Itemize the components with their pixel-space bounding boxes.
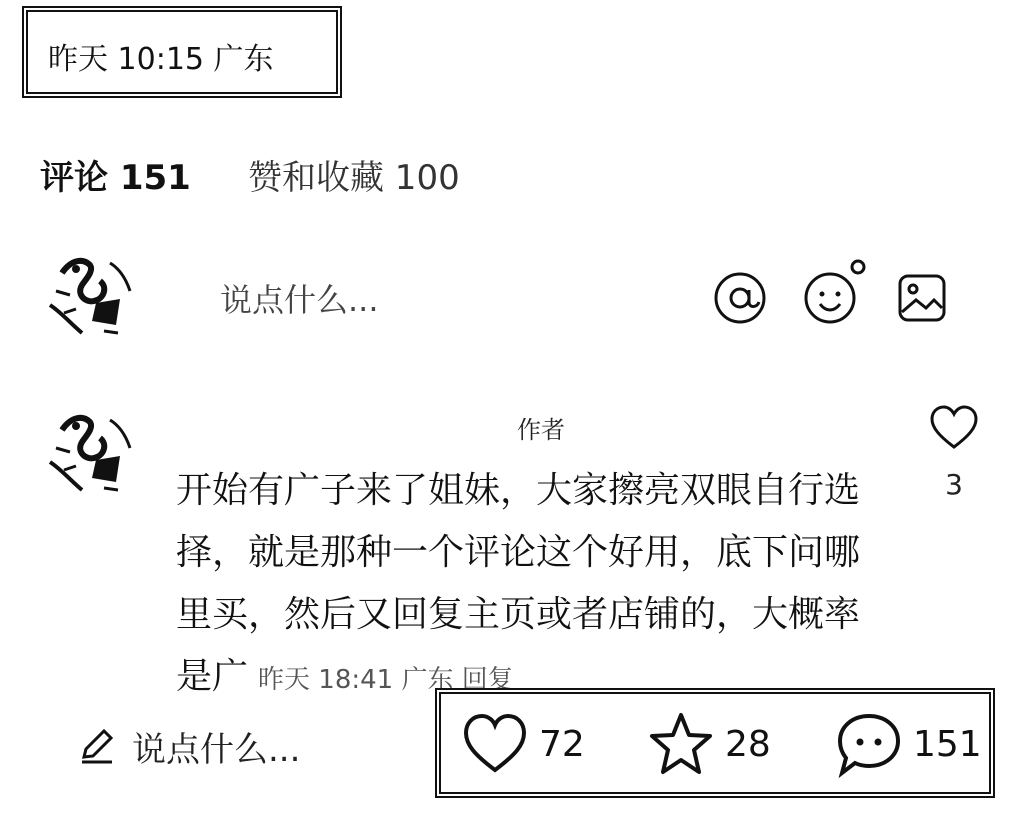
my-avatar[interactable] bbox=[42, 243, 142, 343]
comment-meta[interactable]: 昨天 18:41 广东 回复 bbox=[258, 665, 514, 695]
collect-count: 28 bbox=[725, 723, 771, 765]
speech-bubble-icon bbox=[835, 710, 903, 778]
heart-icon bbox=[461, 710, 529, 778]
comment-author-avatar[interactable] bbox=[42, 400, 142, 500]
star-icon bbox=[647, 710, 715, 778]
comment-body[interactable] bbox=[176, 460, 866, 697]
author-tag: 作者 bbox=[517, 416, 565, 444]
bottom-input-label: 说点什么... bbox=[132, 729, 301, 770]
comment-text: 开始有广子来了姐妹，大家擦亮双眼自行选择，就是那种一个评论这个好用，底下问哪里买，然后又回复主页或者店铺的，大概率是广 bbox=[176, 470, 861, 697]
collect-button[interactable] bbox=[647, 714, 771, 774]
post-time-location-box bbox=[22, 6, 342, 98]
bottom-comment-input[interactable] bbox=[78, 722, 300, 770]
pen-icon bbox=[78, 727, 116, 765]
comment-count: 151 bbox=[913, 723, 982, 765]
like-count: 72 bbox=[539, 723, 585, 765]
comment-button[interactable] bbox=[835, 714, 982, 774]
tab-comments[interactable]: 评论 151 bbox=[40, 158, 191, 198]
post-action-bar bbox=[435, 688, 995, 798]
tab-likes-collects[interactable]: 赞和收藏 100 bbox=[248, 158, 460, 198]
post-time-location: 昨天 10:15 广东 bbox=[48, 42, 274, 77]
comment-like-count: 3 bbox=[945, 468, 963, 501]
like-button[interactable] bbox=[461, 714, 585, 774]
comment-input[interactable]: 说点什么... bbox=[220, 281, 379, 319]
image-icon[interactable] bbox=[896, 272, 948, 324]
comment-like-heart-icon[interactable] bbox=[928, 402, 980, 454]
emoji-icon[interactable] bbox=[800, 258, 870, 328]
at-icon[interactable] bbox=[710, 268, 770, 328]
